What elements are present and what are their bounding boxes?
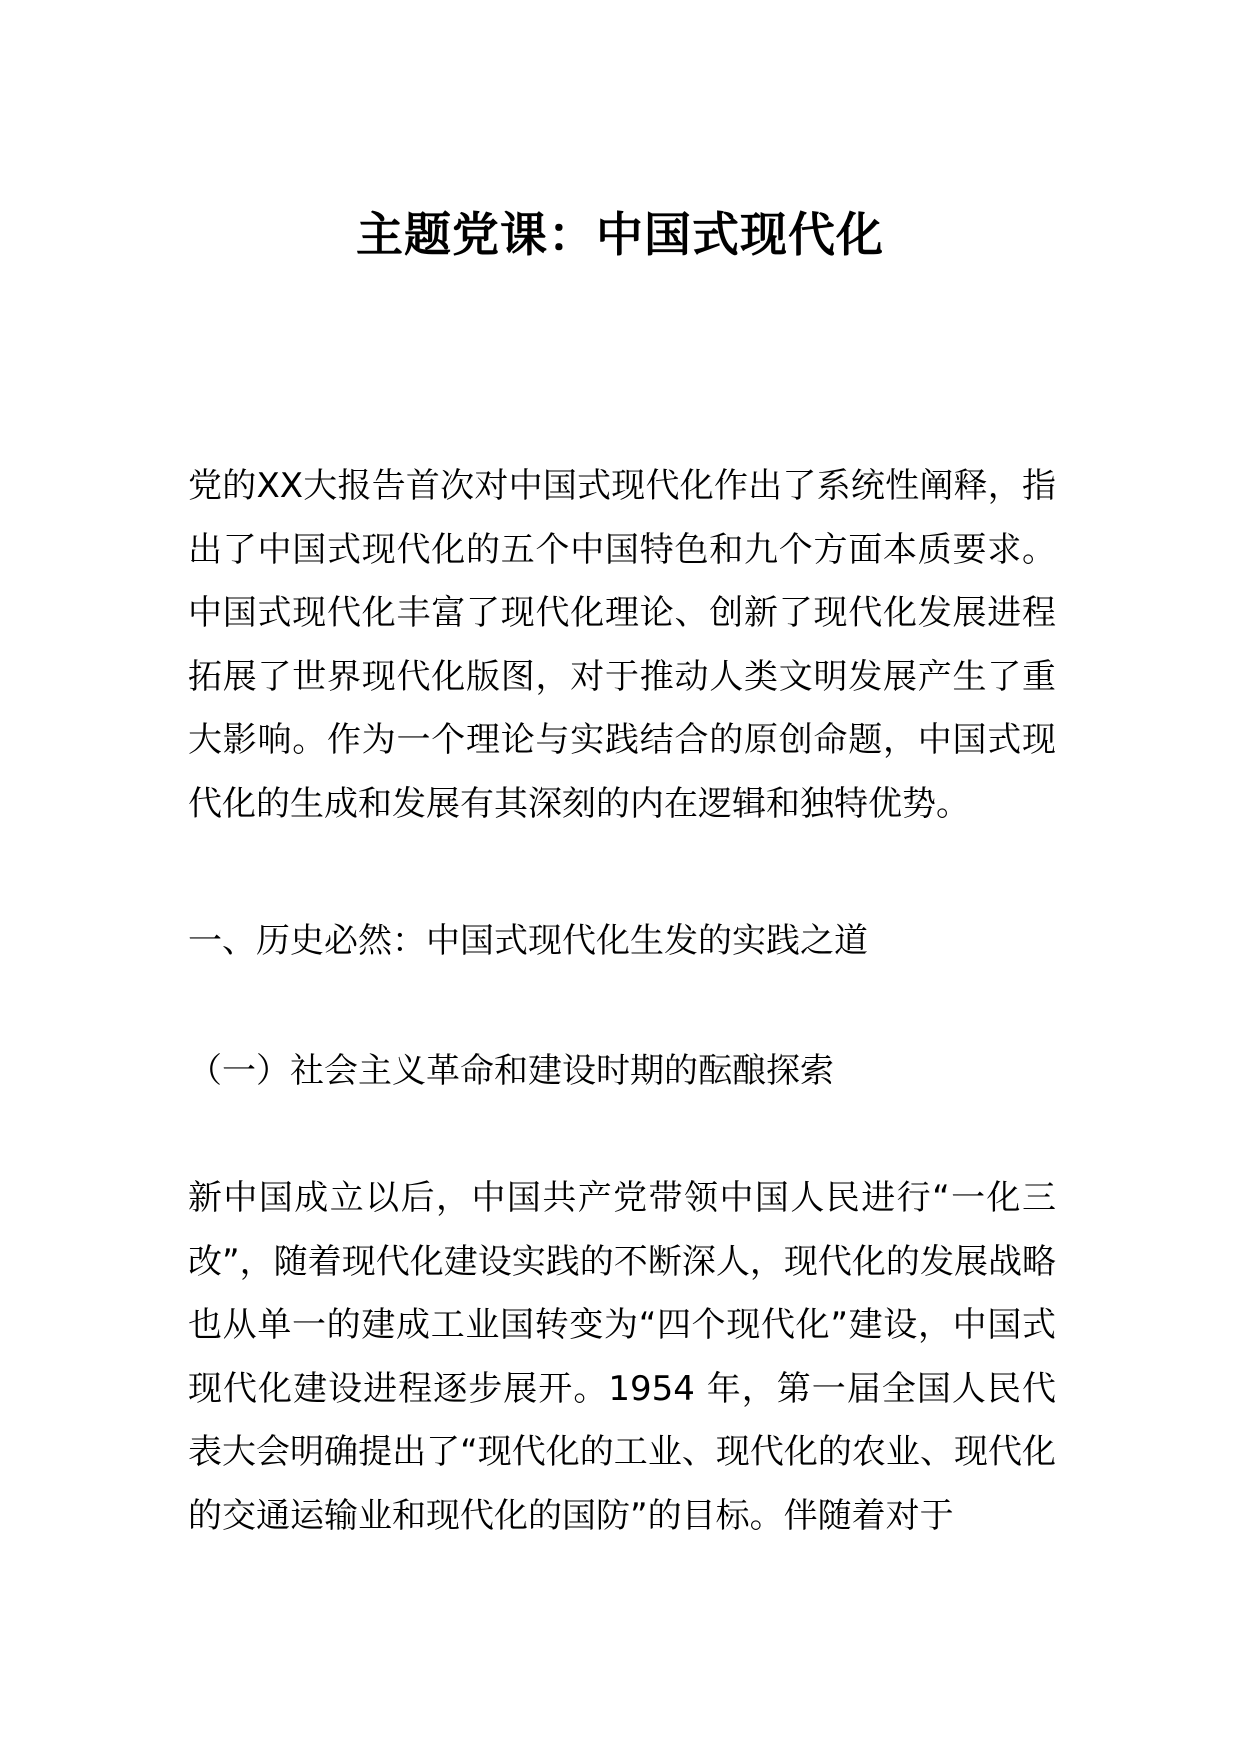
section-heading: 一、历史必然：中国式现代化生发的实践之道	[188, 921, 868, 961]
document-title: 主题党课：中国式现代化	[356, 208, 884, 263]
intro-paragraph: 党的XX大报告首次对中国式现代化作出了系统性阐释，指出了中国式现代化的五个中国特色和九个方面本质要求。中国式现代化丰富了现代化理论、创新了现代化发展进程拓展了世界现代化版图，对于推动人类文明发展产生了重大影响。作为一个理论与实践结合的原创命题，中国式现代化的生成和发展有其深刻的内在逻辑和独特优势。	[188, 466, 1056, 824]
body-paragraph: 新中国成立以后，中国共产党带领中国人民进行“一化三改”，随着现代化建设实践的不断深人，现代化的发展战略也从单一的建成工业国转变为“四个现代化”建设，中国式现代化建设进程逐步展开。1954 年，第一届全国人民代表大会明确提出了“现代化的工业、现代化的农业、现代化的交通运输业和现代化的国防”的目标。伴随着对于	[188, 1178, 1056, 1536]
subsection-heading: （一）社会主义革命和建设时期的酝酿探索	[188, 1051, 834, 1091]
